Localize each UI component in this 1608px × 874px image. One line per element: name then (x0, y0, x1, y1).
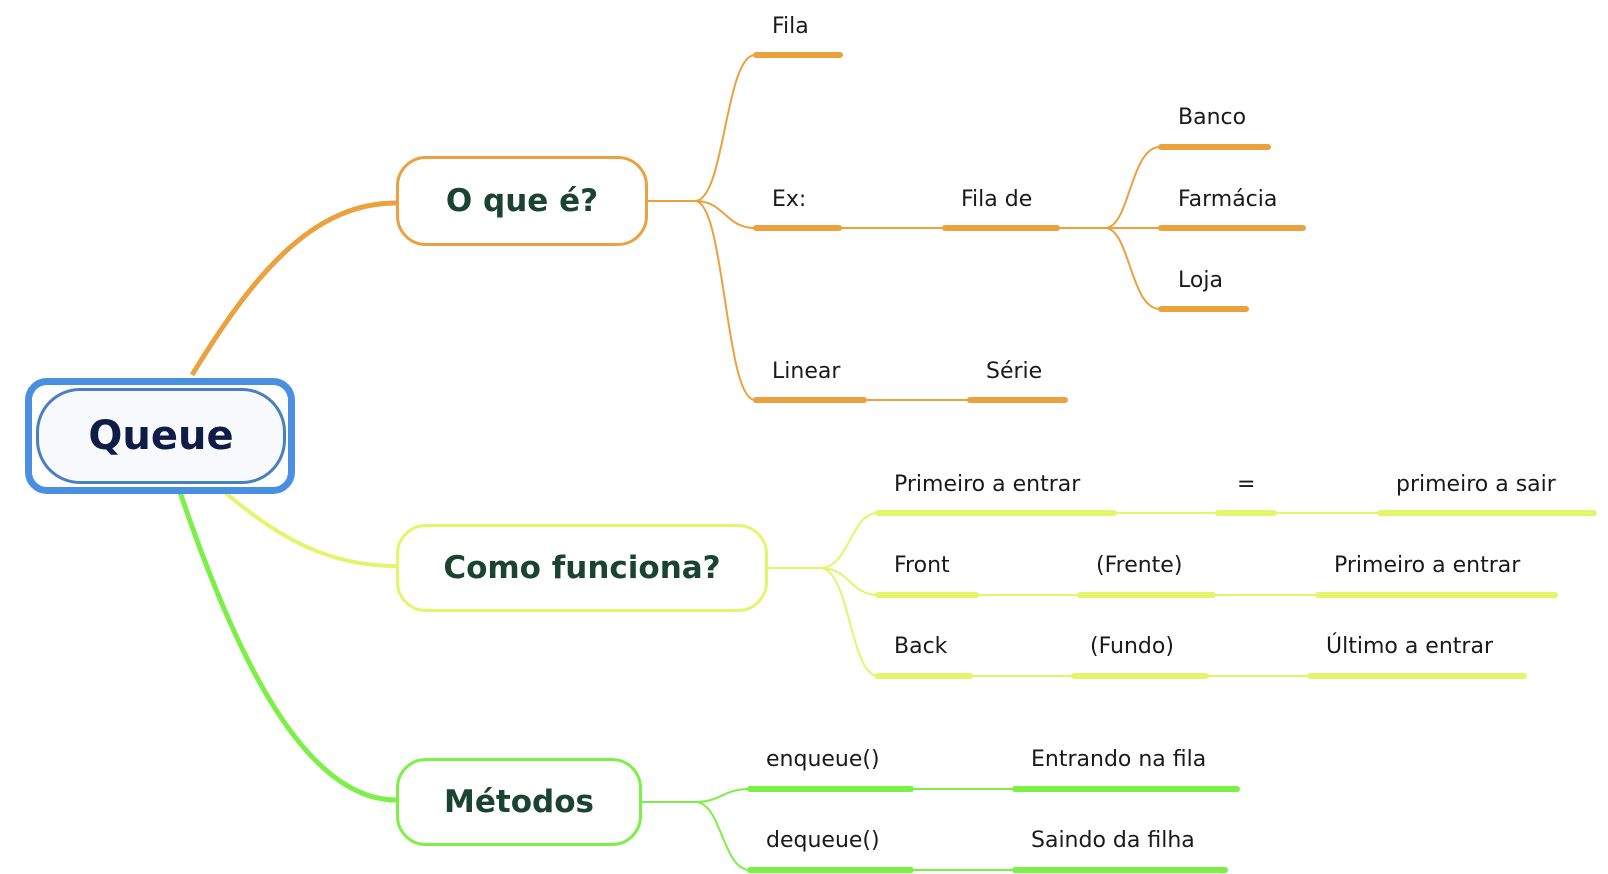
subtopic-frente[interactable]: (Frente) (1096, 553, 1183, 578)
subtopic-ultimo-a-entrar[interactable]: Último a entrar (1326, 634, 1493, 659)
topic-o-que-e[interactable]: O que é? (396, 156, 648, 246)
root-to-oque-connector (192, 203, 396, 375)
topic-como-funciona[interactable]: Como funciona? (396, 524, 768, 612)
subtopic-front[interactable]: Front (894, 553, 950, 578)
subtopic-entrando-na-fila[interactable]: Entrando na fila (1031, 747, 1207, 772)
subtopic-ex[interactable]: Ex: (772, 187, 807, 212)
subtopic-farmacia[interactable]: Farmácia (1178, 187, 1278, 212)
subtopic-equals[interactable]: = (1237, 472, 1256, 497)
subtopic-primeiro-a-entrar[interactable]: Primeiro a entrar (894, 472, 1081, 497)
topic-metodos[interactable]: Métodos (396, 758, 642, 846)
subtopic-front-primeiro-a-entrar[interactable]: Primeiro a entrar (1334, 553, 1521, 578)
subtopic-fila-de[interactable]: Fila de (961, 187, 1033, 212)
subtopic-linear[interactable]: Linear (772, 359, 841, 384)
subtopic-banco[interactable]: Banco (1178, 105, 1247, 130)
subtopic-loja[interactable]: Loja (1178, 268, 1223, 293)
subtopic-saindo-da-filha[interactable]: Saindo da filha (1031, 828, 1195, 853)
subtopic-fila[interactable]: Fila (772, 14, 809, 39)
subtopic-fundo[interactable]: (Fundo) (1090, 634, 1174, 659)
subtopic-primeiro-a-sair[interactable]: primeiro a sair (1396, 472, 1556, 497)
subtopic-dequeue[interactable]: dequeue() (766, 828, 880, 853)
subtopic-enqueue[interactable]: enqueue() (766, 747, 880, 772)
subtopic-serie[interactable]: Série (986, 359, 1043, 384)
root-to-como-connector (222, 490, 396, 566)
subtopic-back[interactable]: Back (894, 634, 948, 659)
root-node[interactable]: Queue (36, 388, 286, 484)
